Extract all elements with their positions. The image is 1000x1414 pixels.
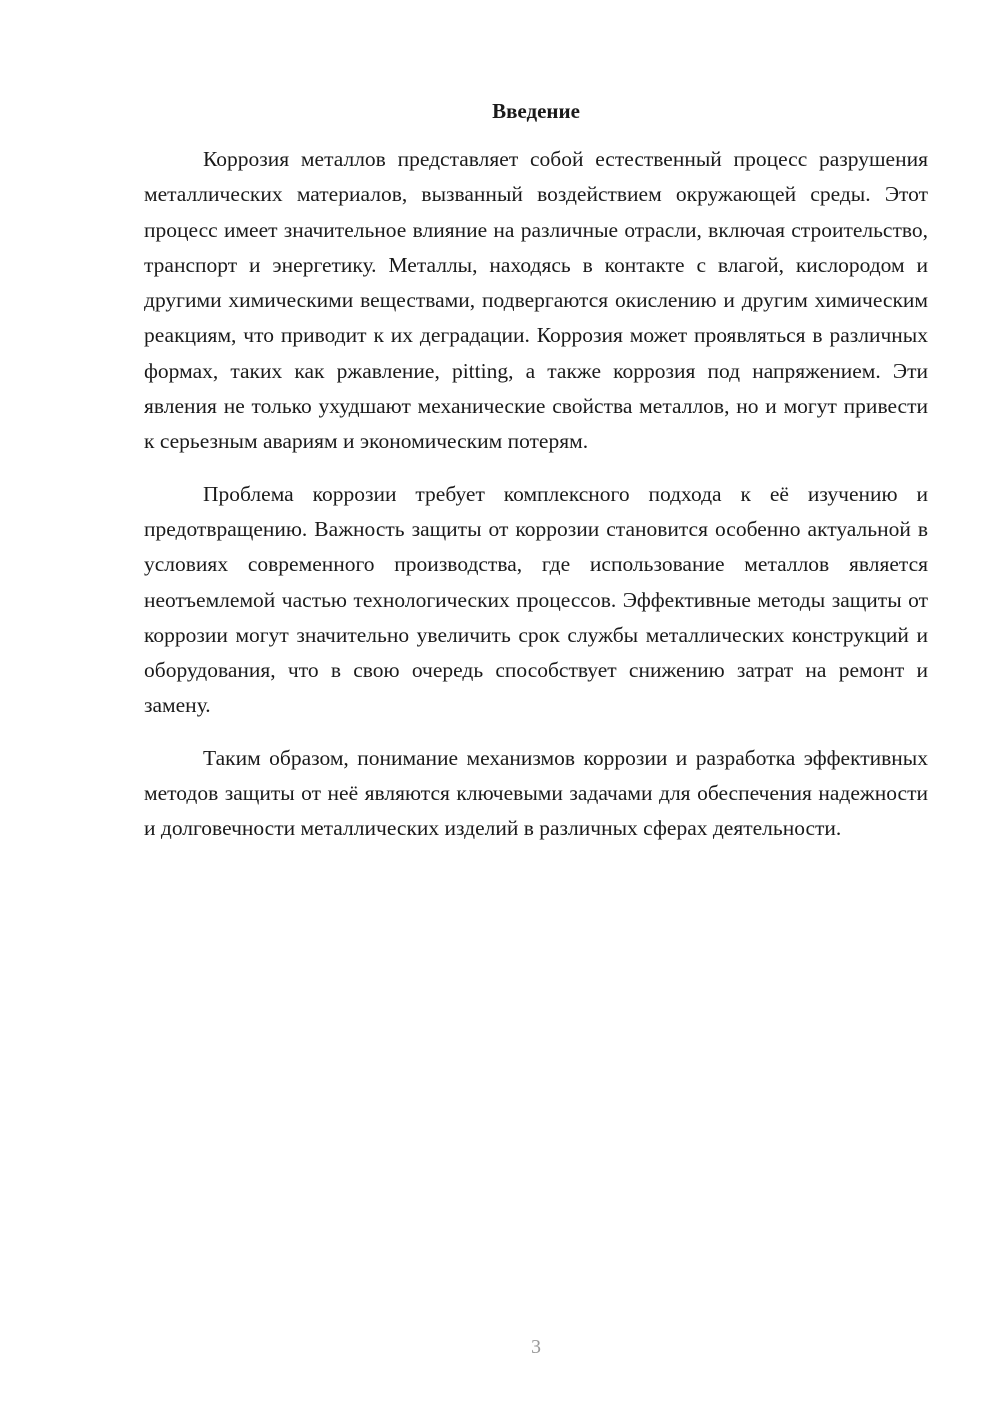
document-body: [144, 142, 928, 847]
paragraph-1: Коррозия металлов представляет собой естественный процесс разрушения металлических материалов, вызванный воздействием окружающей среды. Этот процесс имеет значительное влияние на различные отрасли, включая строительство, транспорт и энергетику. Металлы, находясь в контакте с влагой, кислородом и другими химическими веществами, подвергаются окислению и другим химическим реакциям, что приводит к их деградации. Коррозия может проявляться в различных формах, таких как ржавление, pitting, а также коррозия под напряжением. Эти явления не только ухудшают механические свойства металлов, но и могут привести к серьезным авариям и экономическим потерям.: [144, 147, 928, 454]
paragraph-2: Проблема коррозии требует комплексного подхода к её изучению и предотвращению. Важность защиты от коррозии становится особенно актуальной в условиях современного производства, где использование металлов является неотъемлемой частью технологических процессов. Эффективные методы защиты от коррозии могут значительно увеличить срок службы металлических конструкций и оборудования, что в свою очередь способствует снижению затрат на ремонт и замену.: [144, 481, 928, 718]
section-title: Введение: [492, 99, 580, 123]
page-number: 3: [531, 1336, 541, 1358]
paragraph-3: Таким образом, понимание механизмов коррозии и разработка эффективных методов защиты от неё являются ключевыми задачами для обеспечения надежности и долговечности металлических изделий в различных сферах деятельности.: [144, 745, 928, 841]
